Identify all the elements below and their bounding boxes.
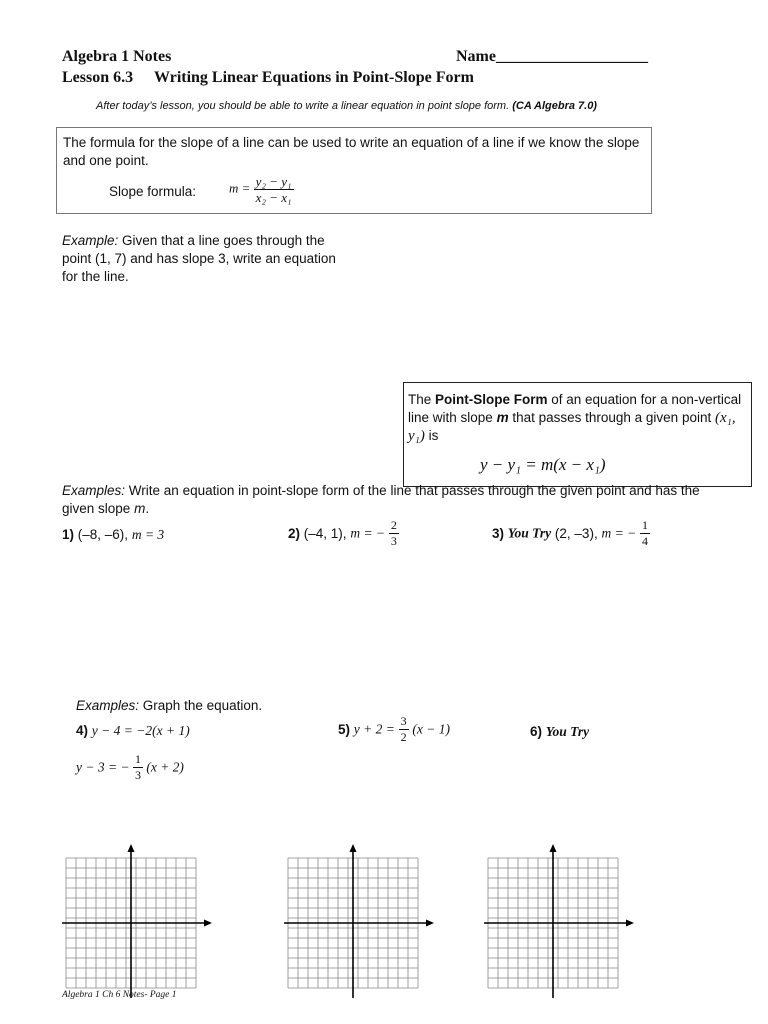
problem-6-rhs: (x + 2) bbox=[146, 759, 184, 775]
problem-4-label: 4) bbox=[76, 723, 89, 738]
problem-3-label: 3) bbox=[492, 526, 505, 541]
examples2-lead: Examples: bbox=[76, 698, 140, 713]
problem-3-slope-num: 1 bbox=[641, 518, 648, 532]
examples-write-instructions: Examples: Write an equation in point-slope form of the line that passes through the given point and has the given slope m. bbox=[62, 483, 700, 516]
problem-2-point: (–4, 1), bbox=[303, 526, 347, 541]
problem-3-point: (2, –3), bbox=[554, 526, 598, 541]
name-line: Name___________________ bbox=[456, 48, 648, 65]
problem-5-den: 2 bbox=[400, 730, 407, 744]
problem-5-label: 5) bbox=[338, 722, 351, 737]
examples1-m: m bbox=[134, 501, 146, 516]
psf-pre: The bbox=[408, 392, 436, 407]
y-axis-arrow-icon bbox=[128, 844, 135, 852]
example-text: Given that a line goes through the point (1, 7) and has slope 3, write an equation for the line. bbox=[62, 233, 336, 284]
examples2-text: Graph the equation. bbox=[142, 698, 263, 713]
example-paragraph bbox=[62, 232, 344, 286]
problem-2-slope-lhs: m = − bbox=[350, 525, 386, 541]
x-axis-arrow-icon bbox=[626, 920, 634, 927]
slope-formula-denominator: x₂ − x₁ bbox=[255, 190, 292, 205]
slope-formula-box bbox=[56, 127, 652, 214]
problem-1-point: (–8, –6), bbox=[77, 527, 129, 542]
example-lead: Example: bbox=[62, 233, 119, 248]
slope-box-text: The formula for the slope of a line can be used to write an equation of a line if we know the slope and one point. bbox=[63, 135, 640, 168]
slope-formula-lhs: m = bbox=[229, 180, 251, 196]
problem-2-slope-den: 3 bbox=[390, 534, 397, 548]
slope-formula-numerator: y₂ − y₁ bbox=[255, 174, 292, 189]
course-title: Algebra 1 Notes bbox=[62, 48, 172, 65]
psf-mid: of an equation for a non-vertical line with slope bbox=[408, 392, 742, 425]
coordinate-grid-6 bbox=[484, 842, 636, 1002]
problem-6-equation bbox=[76, 752, 184, 783]
problem-5-rhs: (x − 1) bbox=[412, 721, 450, 737]
psf-term: Point-Slope Form bbox=[435, 392, 548, 407]
coordinate-grid-5 bbox=[284, 842, 436, 1002]
problem-3-slope-lhs: m = − bbox=[601, 525, 637, 541]
page-footer: Algebra 1 Ch 6 Notes- Page 1 bbox=[62, 990, 177, 1000]
psf-description bbox=[408, 391, 746, 445]
psf-post: that passes through a given point bbox=[508, 410, 712, 425]
problem-3 bbox=[492, 518, 650, 549]
problem-4-equation: y − 4 = −2(x + 1) bbox=[91, 723, 190, 738]
psf-point: (x₁, y₁) bbox=[408, 410, 736, 444]
slope-formula bbox=[229, 174, 294, 205]
problem-1-slope: m = 3 bbox=[131, 527, 165, 542]
problem-6-num: 1 bbox=[134, 752, 141, 766]
problem-2 bbox=[288, 518, 399, 549]
problem-5-num: 3 bbox=[400, 714, 407, 728]
psf-m: m bbox=[496, 410, 509, 425]
problem-1 bbox=[62, 527, 164, 543]
examples1-text: Write an equation in point-slope form of the line that passes through the given point and has the given slope bbox=[62, 483, 700, 516]
slope-formula-label: Slope formula: bbox=[109, 184, 197, 199]
problem-6-den: 3 bbox=[134, 768, 141, 782]
problem-2-slope-num: 2 bbox=[390, 518, 397, 532]
problem-2-label: 2) bbox=[288, 526, 301, 541]
objective-text: After today’s lesson, you should be able to write a linear equation in point slope form. bbox=[96, 100, 510, 112]
problem-6-lhs: y − 3 = − bbox=[76, 759, 130, 775]
lesson-title: Writing Linear Equations in Point-Slope Form bbox=[154, 69, 474, 86]
point-slope-formula: y − y₁ = m(x − x₁) bbox=[480, 455, 606, 474]
problem-4 bbox=[76, 723, 190, 739]
standard-text: (CA Algebra 7.0) bbox=[512, 100, 597, 112]
y-axis-arrow-icon bbox=[350, 844, 357, 852]
coordinate-grid-4 bbox=[62, 842, 214, 1002]
problem-5 bbox=[338, 714, 450, 745]
lesson-number: Lesson 6.3 bbox=[62, 69, 134, 86]
objective-line bbox=[96, 100, 597, 112]
y-axis-arrow-icon bbox=[550, 844, 557, 852]
x-axis-arrow-icon bbox=[426, 920, 434, 927]
psf-is: is bbox=[428, 428, 439, 443]
problem-5-lhs: y + 2 = bbox=[353, 721, 395, 737]
problem-6 bbox=[530, 724, 589, 740]
problem-6-label: 6) bbox=[530, 724, 543, 739]
problem-3-slope-den: 4 bbox=[641, 534, 648, 548]
problem-6-you-try: You Try bbox=[545, 724, 590, 739]
examples1-lead: Examples: bbox=[62, 483, 126, 498]
point-slope-form-box bbox=[403, 382, 752, 487]
examples-graph-instructions bbox=[76, 697, 262, 715]
problem-3-you-try: You Try bbox=[507, 525, 552, 541]
x-axis-arrow-icon bbox=[204, 920, 212, 927]
problem-1-label: 1) bbox=[62, 527, 75, 542]
